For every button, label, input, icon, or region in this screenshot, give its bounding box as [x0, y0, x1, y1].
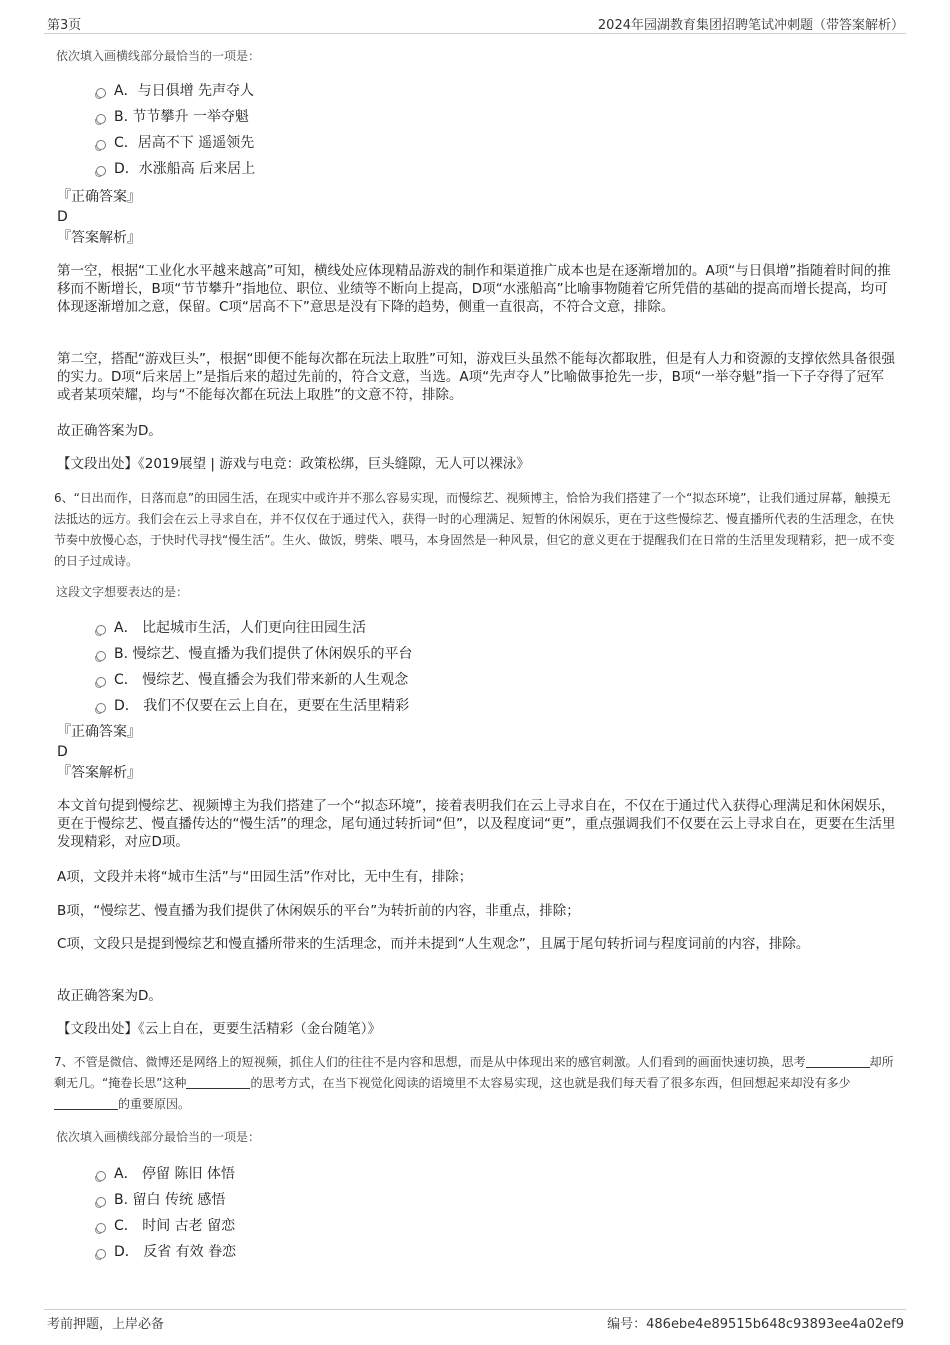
radio-icon[interactable]	[96, 140, 106, 150]
footer-slogan: 考前押题，上岸必备	[47, 1317, 165, 1332]
analysis-option-a: A项，文段并未将“城市生活”与“田园生活”作对比，无中生有，排除；	[57, 869, 473, 885]
option-a[interactable]: A． 停留 陈旧 体悟	[96, 1164, 235, 1184]
source-citation: 【文段出处】《云上自在，更要生活精彩（金台随笔）》	[57, 1021, 381, 1037]
radio-icon[interactable]	[96, 703, 106, 713]
question-prompt: 这段文字想要表达的是：	[56, 585, 189, 599]
radio-icon[interactable]	[96, 1197, 106, 1207]
answer-label: 『正确答案』	[57, 189, 141, 205]
analysis-conclusion: 故正确答案为D。	[57, 423, 162, 439]
radio-icon[interactable]	[96, 88, 106, 98]
footer-divider	[44, 1309, 906, 1310]
analysis-label: 『答案解析』	[57, 765, 141, 781]
question-6-text: 6、“日出而作，日落而息”的田园生活，在现实中或许并不那么容易实现，而慢综艺、视频博主，恰恰为我们搭建了一个“拟态环境”，让我们通过屏幕，触摸无法抵达的远方。我们会在云上寻求自在，并不仅仅在于通过代入，获得一时的心理满足、短暂的休闲娱乐，更在于这些慢综艺、慢直播所代表的生活理念，在快节奏中放慢心态，于快时代寻找“慢生活”。生火、做饭，劈柴、喂马，本身固然是一种风景，但它的意义更在于提醒我们在日常的生活里发现精彩，把一成不变的日子过成诗。	[54, 491, 895, 568]
fill-blank	[54, 1097, 118, 1110]
option-d[interactable]: D． 反省 有效 眷恋	[96, 1242, 236, 1262]
option-c[interactable]: C．居高不下 遥遥领先	[96, 133, 254, 153]
question-prompt: 依次填入画横线部分最恰当的一项是：	[56, 49, 261, 63]
radio-icon[interactable]	[96, 1249, 106, 1259]
option-b[interactable]: B. 留白 传统 感悟	[96, 1190, 225, 1210]
header-divider	[44, 33, 906, 34]
question-7-text: 7、不管是微信、微博还是网络上的短视频，抓住人们的往往不是内容和思想，而是从中体现出来的感官刺激。人们看到的画面快速切换，思考 却所剩无几。“掩卷长思”这种 的思考方式，在当下视觉化阅读的语境里不太容易实现，这也就是我们每天看了很多东西，但回想起来却没有多少的重要原因。	[54, 1055, 894, 1111]
radio-icon[interactable]	[96, 625, 106, 635]
option-c[interactable]: C． 慢综艺、慢直播会为我们带来新的人生观念	[96, 670, 408, 690]
option-d[interactable]: D． 我们不仅要在云上自在，更要在生活里精彩	[96, 696, 409, 716]
analysis-option-c: C项，文段只是提到慢综艺和慢直播所带来的生活理念，而并未提到“人生观念”，且属于尾句转折词与程度词前的内容，排除。	[57, 936, 810, 952]
radio-icon[interactable]	[96, 651, 106, 661]
fill-blank	[806, 1055, 870, 1068]
analysis-conclusion: 故正确答案为D。	[57, 988, 162, 1004]
radio-icon[interactable]	[96, 1171, 106, 1181]
option-d[interactable]: D．水涨船高 后来居上	[96, 159, 255, 179]
question-prompt: 依次填入画横线部分最恰当的一项是：	[56, 1130, 261, 1144]
option-a[interactable]: A．与日俱增 先声夺人	[96, 81, 254, 101]
document-title: 2024年园湖教育集团招聘笔试冲刺题（带答案解析）	[597, 18, 904, 33]
analysis-paragraph: 本文首句提到慢综艺、视频博主为我们搭建了一个“拟态环境”，接着表明我们在云上寻求自在，不仅在于通过代入获得心理满足和休闲娱乐，更在于慢综艺、慢直播传达的“慢生活”的理念，尾句通过转折词“但”，以及程度词“更”，重点强调我们不仅要在云上寻求自在，更要在生活里发现精彩，对应D项。	[57, 798, 896, 850]
radio-icon[interactable]	[96, 114, 106, 124]
option-a[interactable]: A． 比起城市生活，人们更向往田园生活	[96, 618, 366, 638]
radio-icon[interactable]	[96, 1223, 106, 1233]
analysis-option-b: B项，“慢综艺、慢直播为我们提供了休闲娱乐的平台”为转折前的内容，非重点，排除；	[57, 903, 580, 919]
analysis-label: 『答案解析』	[57, 230, 141, 246]
source-citation: 【文段出处】《2019展望 | 游戏与电竞：政策松绑，巨头缝隙，无人可以裸泳》	[57, 456, 530, 472]
document-id: 编号：486ebe4e89515b648c93893ee4a02ef9	[607, 1317, 904, 1332]
option-b[interactable]: B. 节节攀升 一举夺魁	[96, 107, 249, 127]
answer-value: D	[57, 209, 68, 225]
radio-icon[interactable]	[96, 166, 106, 176]
answer-value: D	[57, 744, 68, 760]
page-number: 第3页	[47, 18, 82, 33]
analysis-paragraph: 第二空，搭配“游戏巨头”，根据“即便不能每次都在玩法上取胜”可知，游戏巨头虽然不能每次都取胜，但是有人力和资源的支撑依然具备很强的实力。D项“后来居上”是指后来的超过先前的，符合文意，当选。A项“先声夺人”比喻做事抢先一步，B项“一举夺魁”指一下子夺得了冠军或者某项荣耀，均与“不能每次都在玩法上取胜”的文意不符，排除。	[57, 351, 895, 403]
answer-label: 『正确答案』	[57, 724, 141, 740]
option-b[interactable]: B. 慢综艺、慢直播为我们提供了休闲娱乐的平台	[96, 644, 413, 664]
radio-icon[interactable]	[96, 677, 106, 687]
option-c[interactable]: C． 时间 古老 留恋	[96, 1216, 235, 1236]
analysis-paragraph: 第一空，根据“工业化水平越来越高”可知，横线处应体现精品游戏的制作和渠道推广成本也是在逐渐增加的。A项“与日俱增”指随着时间的推移而不断增长，B项“节节攀升”指地位、职位、业绩等不断向上提高，D项“水涨船高”比喻事物随着它所凭借的基础的提高而增长提高，均可体现逐渐增加之意，保留。C项“居高不下”意思是没有下降的趋势，侧重一直很高，不符合文意，排除。	[57, 263, 891, 315]
fill-blank	[186, 1076, 250, 1089]
